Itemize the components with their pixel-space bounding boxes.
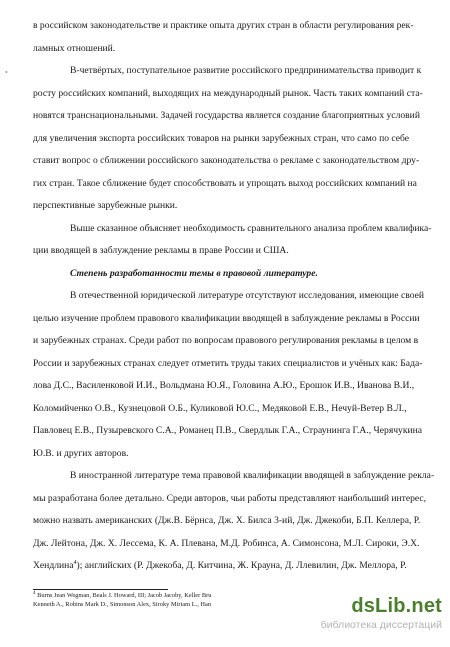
text-line: Хендлина$^4$); английских (Р. Джекоба, Д. Китчина, Ж. Крауна, Д. Ллевилин, Дж. Меллора, Р. [33,559,407,571]
watermark-logo[interactable]: dsLib.net [351,595,442,617]
text-line: В отечественной юридической литературе отсутствуют исследования, имеющие своей [70,290,424,301]
text-line: Дж. Лейтона, Дж. Х. Лессема, К. А. Плевана, М.Д. Робинса, А. Симонсона, М.Л. Сироки, Э.Х. [33,537,420,549]
text-line: целью изучение проблем правового квалификации вводящей в заблуждение рекламы в России [33,312,420,324]
text-line: мы разработана более детально. Среди авторов, чьи работы представляют наибольший интерес, [33,492,427,504]
footnote-ref: 4 [73,559,77,566]
text-line: и зарубежных странах. Среди работ по вопросам правового регулирования рекламы в целом в [33,335,419,346]
body-text [33,20,433,583]
text-line: В-четвёртых, поступательное развитие российского предпринимательства приводит к [70,65,422,76]
text-line: ции вводящей в заблуждение рекламы в праве России и США. [33,245,289,256]
text-line: в российском законодательстве и практике опыта других стран в области регулирования рек- [33,20,414,31]
text-line: Ю.В. и других авторов. [33,447,129,459]
text-line: росту российских компаний, выходящих на международный рынок. Часть таких компаний ста- [33,87,423,99]
text-line: ламных отношений. [33,42,116,54]
text-line: ставит вопрос о сближении российского законодательства о рекламе с законодательством дру- [33,155,420,166]
footnote-separator [33,589,168,590]
text-line: перспективные зарубежные рынки. [33,200,178,211]
footnote-text-1: Burns Jean Wegman, Beals J. Howard, III; Jacob Jacoby, Keller Bru [37,592,212,599]
footnote-line-1 [33,591,211,600]
watermark-subtitle: библиотека диссертаций [320,619,442,631]
footnote-line-2: Kenneth A., Robins Mark D., Simonson Alex, Siroky Miriam L., Han [33,601,212,608]
text-line: для увеличения экспорта российских товаров на рынки зарубежных стран, что само по себе [33,132,410,144]
text-line: Павловец Е.В., Пузыревского С.А., Романец П.В., Свердлык Г.А., Страунинга Г.А., Черячукина [33,425,423,436]
text-line: Выше сказанное объясняет необходимость сравнительного анализа проблем квалифика- [70,222,432,234]
footnote-number: 4 [33,590,36,596]
text-line: России и зарубежных странах следует отметить труды таких специалистов и учёных как: Бада- [33,357,423,369]
text-line: гих стран. Такое сближение будет способствовать и упрощать выход российских компаний на [33,177,417,189]
text-line: можно назвать американских (Дж.В. Бёрнса, Дж. Х. Билса 3-ий, Дж. Джекоби, Б.П. Келлера, Р. [33,515,421,526]
text-line: Коломийченко О.В., Кузнецовой О.Б., Куликовой Ю.С., Медяковой Е.В., Нечуй-Ветер В.Л., [33,402,407,414]
text-line: В иностранной литературе тема правовой квалификации вводящей в заблуждение рекла- [70,470,435,481]
text-line: новятся транснациональными. Задачей государства является создание благоприятных условий [33,110,420,121]
text-line: лова Д.С., Василенковой И.И., Вольдмана Ю.Я., Головина А.Ю., Ерошок И.В., Иванова В.И., [33,380,415,391]
margin-mark: • [5,68,8,77]
footnote [33,591,211,609]
watermark[interactable] [321,595,442,631]
section-heading: Степень разработанности темы в правовой литературе. [70,267,318,279]
